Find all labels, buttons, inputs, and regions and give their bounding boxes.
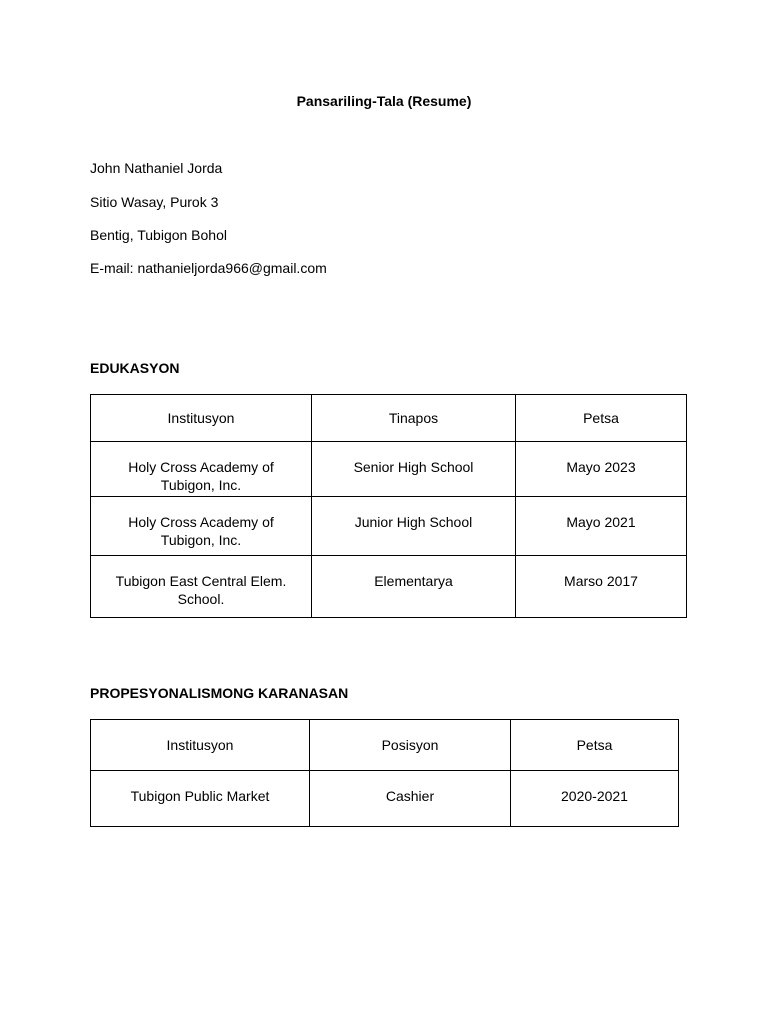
table-header-cell: Institusyon <box>91 720 310 771</box>
table-row <box>91 556 687 618</box>
table-cell: Mayo 2023 <box>516 442 687 497</box>
contact-name: John Nathaniel Jorda <box>90 160 223 176</box>
experience-heading: PROPESYONALISMONG KARANASAN <box>90 685 349 701</box>
table-cell: Marso 2017 <box>516 556 687 618</box>
table-header-cell: Tinapos <box>312 395 516 442</box>
experience-table <box>90 719 679 827</box>
contact-address-line2: Bentig, Tubigon Bohol <box>90 227 227 243</box>
table-cell: Mayo 2021 <box>516 497 687 556</box>
table-header-row <box>91 395 687 442</box>
table-header-cell: Posisyon <box>310 720 511 771</box>
education-table <box>90 394 687 618</box>
table-header-cell: Petsa <box>516 395 687 442</box>
contact-address-line1: Sitio Wasay, Purok 3 <box>90 194 219 210</box>
table-cell: Senior High School <box>312 442 516 497</box>
table-cell: Holy Cross Academy of Tubigon, Inc. <box>91 497 312 556</box>
page-title: Pansariling-Tala (Resume) <box>296 93 472 109</box>
table-header-cell: Institusyon <box>91 395 312 442</box>
table-row <box>91 442 687 497</box>
table-cell: Holy Cross Academy of Tubigon, Inc. <box>91 442 312 497</box>
table-cell: Cashier <box>310 771 511 827</box>
table-cell: 2020-2021 <box>511 771 679 827</box>
table-row <box>91 771 679 827</box>
table-cell: Tubigon East Central Elem. School. <box>91 556 312 618</box>
table-header-cell: Petsa <box>511 720 679 771</box>
table-cell: Junior High School <box>312 497 516 556</box>
table-cell: Tubigon Public Market <box>91 771 310 827</box>
contact-email: E-mail: nathanieljorda966@gmail.com <box>90 260 327 276</box>
table-row <box>91 497 687 556</box>
table-cell: Elementarya <box>312 556 516 618</box>
education-heading: EDUKASYON <box>90 360 180 376</box>
table-header-row <box>91 720 679 771</box>
